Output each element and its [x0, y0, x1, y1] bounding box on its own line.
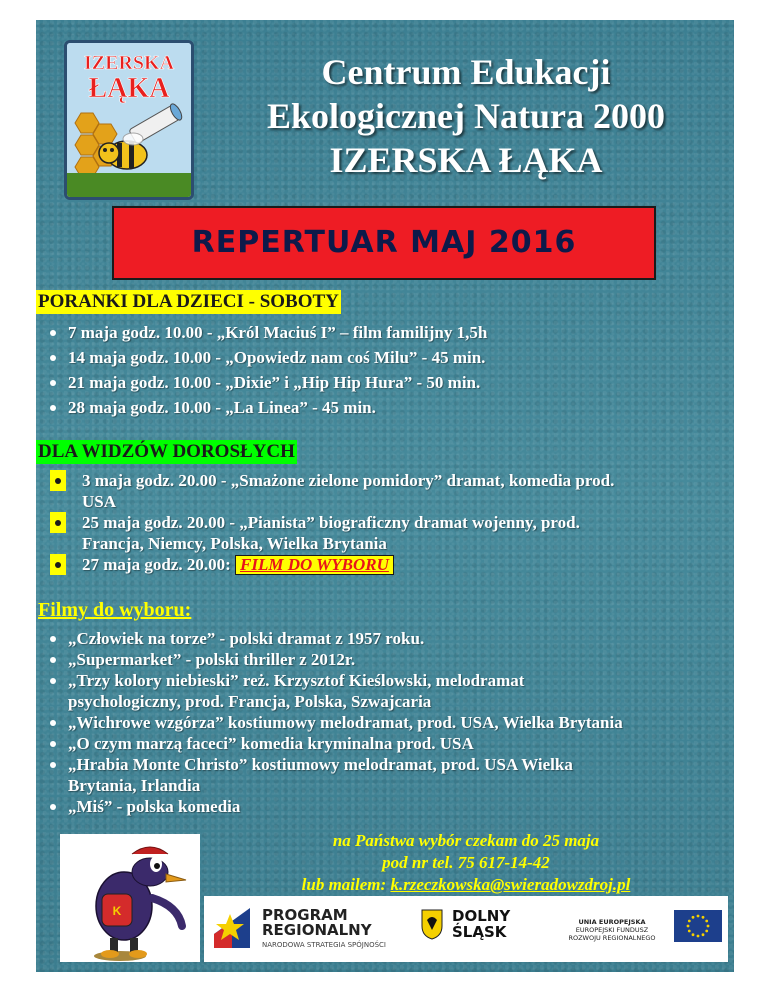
section-adults-heading: DLA WIDZÓW DOROSŁYCH: [38, 441, 295, 462]
section-kids-heading: PORANKI DLA DZIECI - SOBOTY: [38, 291, 339, 312]
bullet-icon: [50, 636, 56, 642]
list-item: 21 maja godz. 10.00 - „Dixie” i „Hip Hip Hura” - 50 min.: [36, 372, 487, 393]
bullet-icon: [50, 720, 56, 726]
bullet-icon: [50, 355, 56, 361]
repertoire-banner: REPERTUAR MAJ 2016: [112, 206, 656, 280]
eu-flag-icon: [674, 910, 722, 942]
list-item: „Wichrowe wzgórza” kostiumowy melodramat, prod. USA, Wielka Brytania: [36, 712, 623, 733]
svg-text:K: K: [112, 904, 122, 918]
list-item: „Człowiek na torze” - polski dramat z 1957 roku.: [36, 628, 623, 649]
list-item: „Trzy kolory niebieski” reż. Krzysztof Kieślowski, melodramat psychologiczny, prod. Francja, Polska, Szwajcaria: [36, 670, 623, 712]
section-films-heading: Filmy do wyboru:: [38, 599, 192, 621]
list-item: 3 maja godz. 20.00 - „Smażone zielone pomidory” dramat, komedia prod. USA: [50, 470, 614, 512]
bullet-icon: [50, 512, 66, 533]
email-link[interactable]: k.rzeczkowska@swieradowzdroj.pl: [390, 875, 631, 894]
dolny-slask-text: DOLNY ŚLĄSK: [452, 907, 511, 941]
bullet-icon: [50, 470, 66, 491]
eu-fund-text: UNIA EUROPEJSKA EUROPEJSKI FUNDUSZ ROZWOJU REGIONALNEGO: [568, 918, 656, 942]
list-item: „O czym marzą faceci” komedia kryminalna prod. USA: [36, 733, 623, 754]
title-line1: Centrum Edukacji: [321, 52, 611, 92]
contact-info: [256, 830, 676, 896]
bee-telescope-logo-icon: [67, 43, 191, 197]
bird-backpack-mascot-icon: [60, 834, 200, 962]
film-choice-highlight: FILM DO WYBORU: [235, 555, 394, 575]
bullet-icon: [50, 554, 66, 575]
bullet-icon: [50, 804, 56, 810]
list-item: „Hrabia Monte Christo” kostiumowy melodramat, prod. USA Wielka Brytania, Irlandia: [36, 754, 623, 796]
title-line3: IZERSKA ŁĄKA: [329, 140, 603, 180]
logo-text-line2: ŁĄKA: [88, 73, 170, 104]
lower-silesia-crest-icon: [420, 908, 444, 940]
bullet-icon: [50, 762, 56, 768]
list-item: 7 maja godz. 10.00 - „Król Maciuś I” – film familijny 1,5h: [36, 322, 487, 343]
bullet-icon: [50, 741, 56, 747]
adult-screenings-list: [50, 470, 614, 575]
contact-line3: lub mailem: k.rzeczkowska@swieradowzdroj.pl: [301, 875, 631, 894]
list-item: 27 maja godz. 20.00: FILM DO WYBORU: [50, 554, 614, 575]
title-line2: Ekologicznej Natura 2000: [267, 96, 665, 136]
list-item: „Supermarket” - polski thriller z 2012r.: [36, 649, 623, 670]
program-subtitle: NARODOWA STRATEGIA SPÓJNOŚCI: [262, 941, 386, 949]
film-choice-list: [36, 628, 623, 817]
logo-text-line1: IZERSKA: [83, 52, 175, 74]
bullet-icon: [50, 657, 56, 663]
mascot-image: [60, 834, 200, 962]
program-regionalny-flag-icon: [210, 904, 256, 950]
contact-line2: pod nr tel. 75 617-14-42: [382, 853, 550, 872]
poster: [36, 20, 734, 972]
program-regionalny-text: PROGRAM REGIONALNY: [262, 906, 372, 939]
list-item: 14 maja godz. 10.00 - „Opowiedz nam coś Milu” - 45 min.: [36, 347, 487, 368]
list-item: 28 maja godz. 10.00 - „La Linea” - 45 min.: [36, 397, 487, 418]
bullet-icon: [50, 678, 56, 684]
contact-line1: na Państwa wybór czekam do 25 maja: [332, 831, 600, 850]
list-item: „Miś” - polska komedia: [36, 796, 623, 817]
bullet-icon: [50, 405, 56, 411]
list-item: 25 maja godz. 20.00 - „Pianista” biograficzny dramat wojenny, prod. Francja, Niemcy, Polska, Wielka Brytania: [50, 512, 614, 554]
footer-logos: [204, 896, 728, 962]
bullet-icon: [50, 330, 56, 336]
kids-screenings-list: [36, 322, 487, 422]
bullet-icon: [50, 380, 56, 386]
page-title: [216, 50, 716, 182]
izerska-laka-logo: [64, 40, 194, 200]
